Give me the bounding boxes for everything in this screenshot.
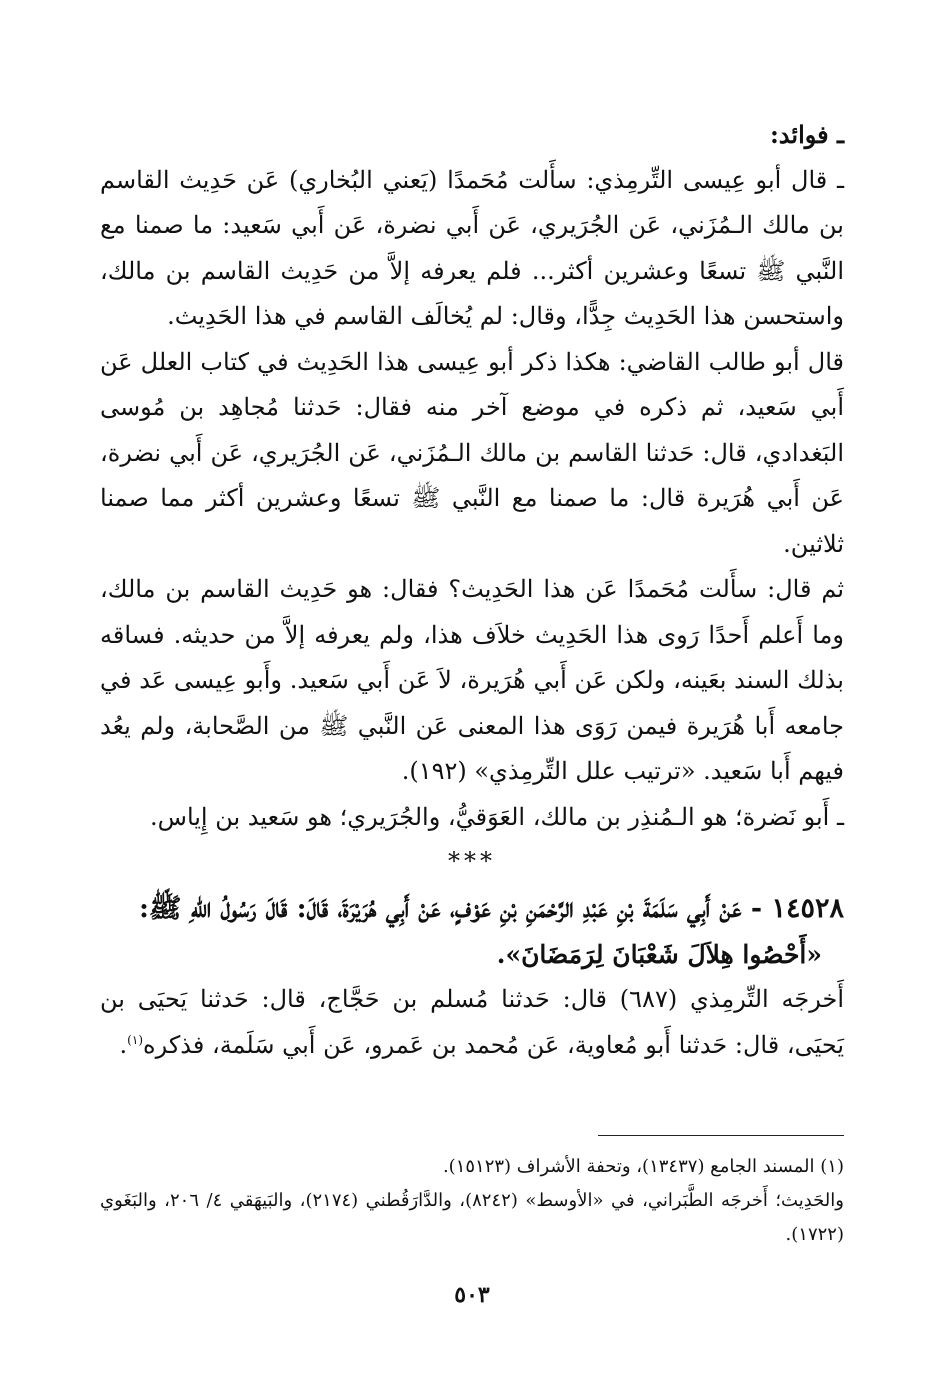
hadith-isnad-line [100,886,844,932]
takhrij-text: أَخرجَه التِّرمِذي (٦٨٧) قال: حَدثنا مُسلم بن حَجَّاج، قال: حَدثنا يَحيَى بن يَحيَى، قال: حَدثنا أَبو مُعاوية، عَن مُحمد بن عَمرو، عَن أَبي سَلَمة، فذكره [100,985,844,1059]
hadith-matn: «أَحْصُوا هِلاَلَ شَعْبَانَ لِرَمَضَانَ». [496,939,822,969]
main-text [100,112,844,1068]
footnotes [100,1150,844,1252]
paragraph-tirmidhi-question: ـ قال أبو عِيسى التِّرمِذي: سأَلت مُحَمدًا (يَعني البُخاري) عَن حَدِيث القاسم بن مالك الـمُزَني، عَن الجُرَيري، عَن أَبي نضرة، عَن أَبي سَعيد: ما صمنا مع النَّبي ﷺ تسعًا وعشرين أكثر... فلم يعرفه إلاَّ من حَدِيث القاسم بن مالك، واستحسن هذا الحَدِيث جِدًّا، وقال: لم يُخالَف القاسم في هذا الحَدِيث. [100,165,844,330]
section-separator: *** [448,847,496,875]
footnote-2: والحَدِيث؛ أَخرجَه الطَّبَراني، في «الأوسط» (٨٢٤٢)، والدَّارَقُطني (٢١٧٤)، والبَيهَقي ٤/ ٢٠٦، والبَغَوي (١٧٢٢). [100,1190,844,1245]
hadith-isnad: عَنْ أَبِي سَلَمَةَ بْنِ عَبْدِ الرَّحْمَنِ بْنِ عَوْفٍ، عَنْ أَبِي هُرَيْرَةَ، قَالَ: قَالَ رَسُولُ اللهِ ﷺ: [138,893,742,924]
footnote-divider [598,1135,844,1136]
paragraph-bukhari-answer: ثم قال: سأَلت مُحَمدًا عَن هذا الحَدِيث؟ فقال: هو حَدِيث القاسم بن مالك، وما أَعلم أَحدًا رَوى هذا الحَدِيث خلاَف هذا، ولم يعرفه إلاَّ من حديثه. فساقه بذلك السند بعَينه، ولكن عَن أَبي هُرَيرة، لاَ عَن أَبي سَعيد. وأَبو عِيسى عَد في جامعه أَبا هُرَيرة فيمن رَوَى هذا المعنى عَن النَّبي ﷺ من الصَّحابة، ولم يعُد فيهم أَبا سَعيد. «ترتيب علل التِّرمِذي» (١٩٢). [100,575,844,785]
paragraph-narrators-note: ـ أَبو نَضرة؛ هو الـمُنذِر بن مالك، العَوَقيُّ، والجُرَيري؛ هو سَعيد بن إِياس. [150,802,844,831]
hadith-number: ١٤٥٢٨ - [750,893,844,924]
paragraph-abu-talib: قال أبو طالب القاضي: هكذا ذكر أبو عِيسى هذا الحَدِيث في كتاب العلل عَن أَبي سَعيد، ثم ذكره في موضع آخر منه فقال: حَدثنا مُجاهِد بن مُوسى البَغدادي، قال: حَدثنا القاسم بن مالك الـمُزَني، عَن الجُرَيري، عَن أَبي نضرة، عَن أَبي هُرَيرة قال: ما صمنا مع النَّبي ﷺ تسعًا وعشرين أكثر مما صمنا ثلاثين. [100,347,844,558]
page-number: ٥٠٣ [454,1282,490,1308]
section-heading: ـ فوائد: [769,120,844,149]
footnote-1: (١) المسند الجامع (١٣٤٣٧)، وتحفة الأشراف (١٥١٢٣). [442,1156,844,1177]
footnote-marker: (١) [127,1032,143,1047]
takhrij-end: . [119,1030,128,1059]
hadith-takhrij [100,977,844,1068]
